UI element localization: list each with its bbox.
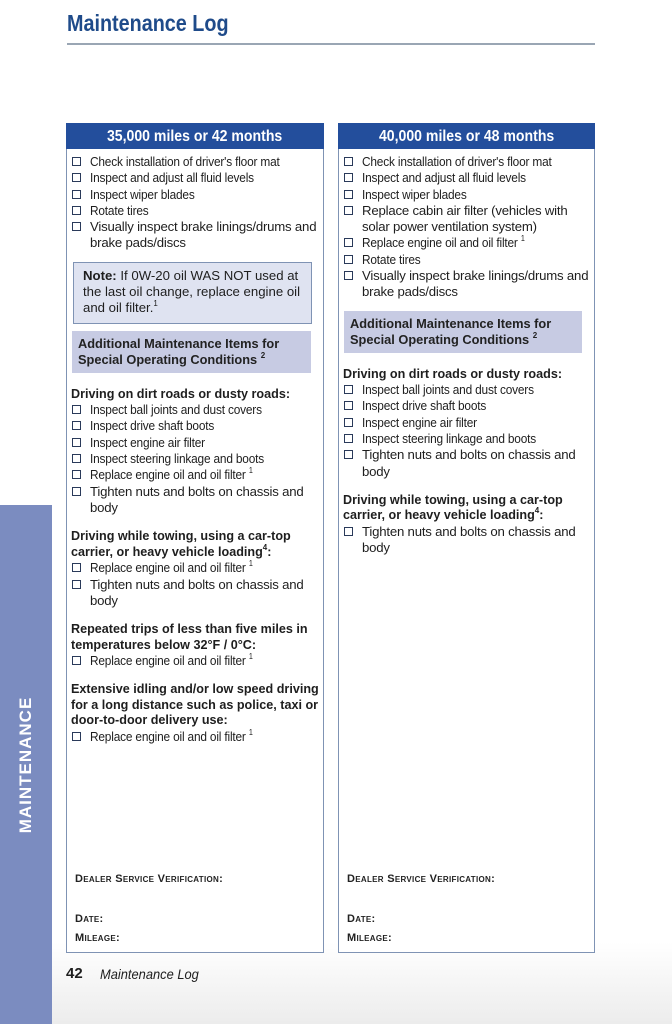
checklist-item[interactable]: Tighten nuts and bolts on chassis and body xyxy=(343,524,590,557)
condition-heading: Extensive idling and/or low speed driving for a long distance such as police, taxi or door-to-door delivery use: xyxy=(71,682,319,728)
checkbox[interactable] xyxy=(72,157,81,166)
side-section-tab-label: MAINTENANCE xyxy=(16,696,35,834)
checklist-item[interactable]: Replace engine oil and oil filter $^1$ xyxy=(71,653,319,669)
checklist-item[interactable]: Tighten nuts and bolts on chassis and body xyxy=(343,447,590,480)
checkbox[interactable] xyxy=(344,385,353,394)
condition-heading: Driving on dirt roads or dusty roads: xyxy=(343,366,563,381)
checkbox[interactable] xyxy=(72,421,81,430)
checklist-item[interactable]: Inspect drive shaft boots xyxy=(71,418,319,434)
checklist-item[interactable]: Rotate tires xyxy=(343,252,590,268)
checkbox[interactable] xyxy=(344,157,353,166)
checklist-item[interactable]: Check installation of driver's floor mat xyxy=(343,154,590,170)
checklist-item[interactable]: Visually inspect brake linings/drums and brake pads/discs xyxy=(71,219,319,252)
column-header: 35,000 miles or 42 months xyxy=(66,123,324,149)
footer-section-label: Maintenance Log xyxy=(100,966,199,982)
column-content xyxy=(339,149,594,557)
checklist-item[interactable]: Tighten nuts and bolts on chassis and body xyxy=(71,577,319,610)
column-header: 40,000 miles or 48 months xyxy=(338,123,595,149)
dealer-verification-label: Dealer Service Verification: xyxy=(75,873,224,885)
checkbox[interactable] xyxy=(72,454,81,463)
checkbox[interactable] xyxy=(72,190,81,199)
checklist-item[interactable]: Inspect engine air filter xyxy=(71,435,319,451)
checkbox[interactable] xyxy=(344,450,353,459)
checkbox[interactable] xyxy=(344,418,353,427)
checkbox[interactable] xyxy=(344,190,353,199)
checkbox[interactable] xyxy=(344,173,353,182)
checkbox[interactable] xyxy=(344,434,353,443)
date-label: Date: xyxy=(75,913,104,925)
checkbox[interactable] xyxy=(72,470,81,479)
checkbox[interactable] xyxy=(72,173,81,182)
checklist-item[interactable]: Inspect and adjust all fluid levels xyxy=(343,170,590,186)
checklist-item[interactable]: Tighten nuts and bolts on chassis and body xyxy=(71,484,319,517)
checklist-item[interactable]: Check installation of driver's floor mat xyxy=(71,154,319,170)
service-column-35000 xyxy=(66,123,324,953)
condition-heading: Repeated trips of less than five miles in temperatures below 32°F / 0°C: xyxy=(71,622,308,652)
checkbox[interactable] xyxy=(344,238,353,247)
checkbox[interactable] xyxy=(344,527,353,536)
checkbox[interactable] xyxy=(344,271,353,280)
condition-heading: Driving while towing, using a car-top carrier, or heavy vehicle loading$^4$: xyxy=(71,529,291,559)
service-column-40000 xyxy=(338,123,595,953)
checkbox[interactable] xyxy=(72,656,81,665)
checkbox[interactable] xyxy=(72,487,81,496)
mileage-label: Mileage: xyxy=(75,932,121,944)
checkbox[interactable] xyxy=(72,206,81,215)
additional-items-heading: Additional Maintenance Items for Special Operating Conditions $^2$ xyxy=(72,331,311,373)
checklist-item[interactable]: Rotate tires xyxy=(71,203,319,219)
checklist-item[interactable]: Replace cabin air filter (vehicles with solar power ventilation system) xyxy=(343,203,590,236)
checkbox[interactable] xyxy=(344,206,353,215)
checklist-item[interactable]: Inspect steering linkage and boots xyxy=(343,431,590,447)
checklist-item[interactable]: Inspect ball joints and dust covers xyxy=(71,402,319,418)
checkbox[interactable] xyxy=(72,580,81,589)
checklist-item[interactable]: Inspect steering linkage and boots xyxy=(71,451,319,467)
condition-heading: Driving on dirt roads or dusty roads: xyxy=(71,386,291,401)
additional-items-heading: Additional Maintenance Items for Special Operating Conditions $^2$ xyxy=(344,311,582,353)
dealer-verification-label: Dealer Service Verification: xyxy=(347,873,496,885)
title-divider xyxy=(67,43,595,45)
checkbox[interactable] xyxy=(344,255,353,264)
checkbox[interactable] xyxy=(72,563,81,572)
mileage-label: Mileage: xyxy=(347,932,393,944)
checkbox[interactable] xyxy=(72,732,81,741)
checklist-item[interactable]: Replace engine oil and oil filter $^1$ xyxy=(71,560,319,576)
checklist-item[interactable]: Inspect drive shaft boots xyxy=(343,398,590,414)
checklist-item[interactable]: Inspect and adjust all fluid levels xyxy=(71,170,319,186)
checklist-item[interactable]: Replace engine oil and oil filter $^1$ xyxy=(343,235,590,251)
checklist-item[interactable]: Replace engine oil and oil filter $^1$ xyxy=(71,467,319,483)
checkbox[interactable] xyxy=(72,222,81,231)
checklist-item[interactable]: Inspect engine air filter xyxy=(343,415,590,431)
checklist-item[interactable]: Visually inspect brake linings/drums and brake pads/discs xyxy=(343,268,590,301)
checkbox[interactable] xyxy=(72,438,81,447)
checklist-item[interactable]: Inspect wiper blades xyxy=(71,187,319,203)
page-title: Maintenance Log xyxy=(67,10,229,36)
checkbox[interactable] xyxy=(344,401,353,410)
checklist-item[interactable]: Inspect wiper blades xyxy=(343,187,590,203)
oil-note-box: Note: If 0W-20 oil WAS NOT used at the last oil change, replace engine oil and oil filter.$^1$ xyxy=(73,262,312,324)
checkbox[interactable] xyxy=(72,405,81,414)
condition-heading: Driving while towing, using a car-top carrier, or heavy vehicle loading$^4$: xyxy=(343,492,563,523)
column-content xyxy=(67,149,323,745)
checklist-item[interactable]: Inspect ball joints and dust covers xyxy=(343,382,590,398)
page-number: 42 xyxy=(66,965,83,982)
checklist-item[interactable]: Replace engine oil and oil filter $^1$ xyxy=(71,729,319,745)
date-label: Date: xyxy=(347,913,376,925)
